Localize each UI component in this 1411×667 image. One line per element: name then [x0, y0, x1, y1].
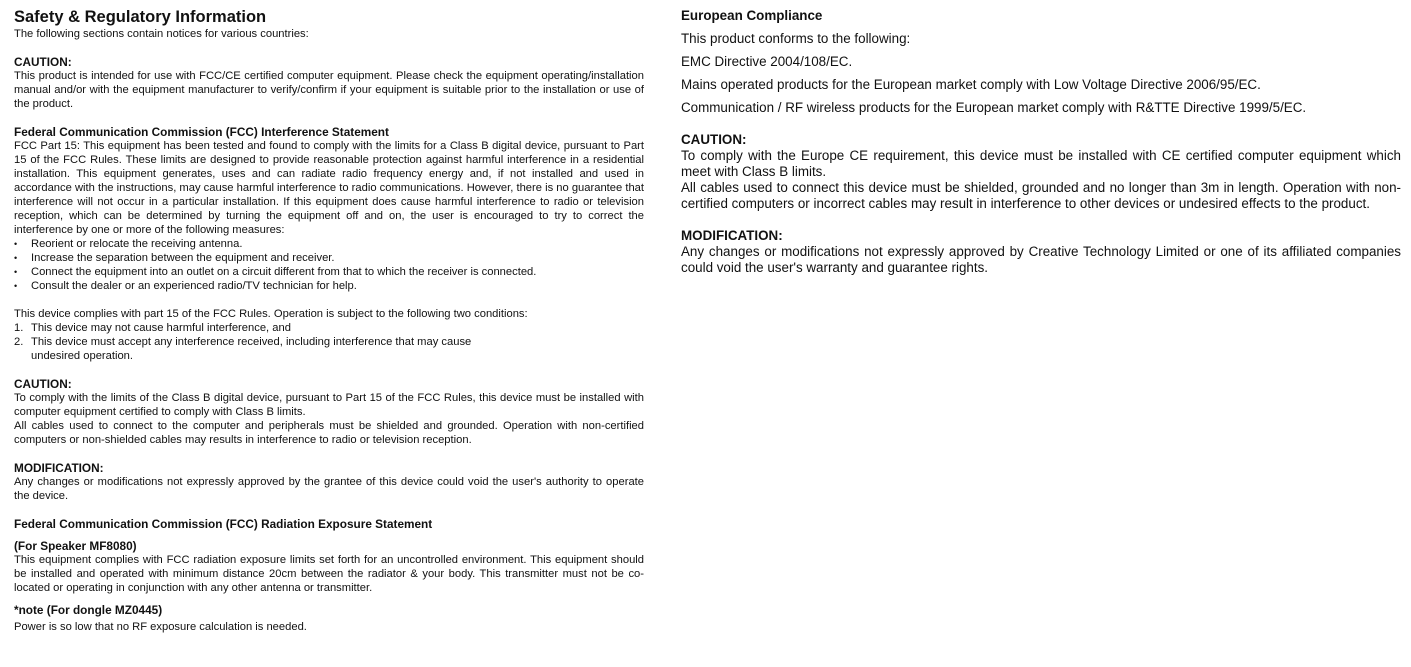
caution-text: To comply with the Europe CE requirement, this device must be installed with CE certified computer equipment which meet with Class B limits.: [681, 148, 1401, 179]
european-line: EMC Directive 2004/108/EC.: [681, 54, 853, 69]
modification-heading: MODIFICATION:: [14, 461, 104, 475]
radiation-note-text: Power is so low that no RF exposure calculation is needed.: [14, 621, 307, 633]
european-compliance-heading: European Compliance: [681, 8, 823, 23]
modification-text: Any changes or modifications not expressly approved by Creative Technology Limited or one of its affiliated companies could void the user's warranty and guarantee rights.: [681, 244, 1401, 275]
radiation-subheading: (For Speaker MF8080): [14, 539, 137, 553]
radiation-text: This equipment complies with FCC radiation exposure limits set forth for an uncontrolled environment. This equipment should be installed and operated with minimum distance 20cm between the radiator & your body. This transmitter must not be co-located or operating in conjunction with any other antenna or transmitter.: [14, 554, 644, 594]
page-title: Safety & Regulatory Information: [14, 8, 267, 26]
left-column: [14, 8, 644, 634]
intro-text: The following sections contain notices for various countries:: [14, 28, 309, 40]
list-number: 2.: [14, 336, 24, 348]
list-item: • Consult the dealer or an experienced radio/TV technician for help.: [14, 279, 644, 293]
fcc-conditions-intro: This device complies with part 15 of the FCC Rules. Operation is subject to the following two conditions:: [14, 308, 528, 320]
caution-text: All cables used to connect this device must be shielded, grounded and no longer than 3m in length. Operation with non-certified computers or incorrect cables may result in interference to other devices or undesired effects to the product.: [681, 180, 1401, 211]
radiation-note-heading: *note (For dongle MZ0445): [14, 603, 163, 617]
european-line: Mains operated products for the European market comply with Low Voltage Directive 2006/95/EC.: [681, 77, 1261, 92]
caution-text: All cables used to connect to the computer and peripherals must be shielded and grounded. Operation with non-certified computers or non-shielded cables may results in interference to radio or television reception.: [14, 420, 644, 446]
caution-heading: CAUTION:: [681, 132, 747, 147]
modification-heading: MODIFICATION:: [681, 228, 783, 243]
list-text: This device must accept any interference received, including interference that may cause: [31, 336, 472, 348]
fcc-interference-heading: Federal Communication Commission (FCC) Interference Statement: [14, 125, 389, 139]
european-line: This product conforms to the following:: [681, 31, 911, 46]
list-text: This device may not cause harmful interference, and: [31, 322, 291, 334]
list-number: 1.: [14, 322, 24, 334]
modification-text: Any changes or modifications not expressly approved by the grantee of this device could void the user's authority to operate the device.: [14, 476, 644, 502]
list-item: • Reorient or relocate the receiving antenna.: [14, 237, 644, 251]
list-item: [14, 335, 644, 349]
list-item: • Connect the equipment into an outlet on a circuit different from that to which the receiver is connected.: [14, 265, 644, 279]
caution-text: This product is intended for use with FCC/CE certified computer equipment. Please check the equipment operating/installation manual and/or with the equipment manufacturer to verify/confirm if your equipment is suitable prior to the installation or use of the product.: [14, 70, 644, 110]
european-line: Communication / RF wireless products for the European market comply with R&TTE Directive 1999/5/EC.: [681, 100, 1307, 115]
right-column: [681, 8, 1401, 276]
caution-heading: CAUTION:: [14, 55, 72, 69]
list-item: [14, 321, 644, 335]
fcc-radiation-heading: Federal Communication Commission (FCC) Radiation Exposure Statement: [14, 517, 433, 531]
list-item-continuation: undesired operation.: [31, 350, 134, 362]
list-item: • Increase the separation between the equipment and receiver.: [14, 251, 644, 265]
fcc-conditions-list: [14, 321, 644, 363]
caution-heading: CAUTION:: [14, 377, 72, 391]
fcc-measures-list: [14, 237, 644, 293]
caution-text: To comply with the limits of the Class B digital device, pursuant to Part 15 of the FCC Rules, this device must be installed with computer equipment certified to comply with Class B limits.: [14, 392, 644, 418]
fcc-interference-text: FCC Part 15: This equipment has been tested and found to comply with the limits for a Class B digital device, pursuant to Part 15 of the FCC Rules. These limits are designed to provide reasonable protection against harmful interference in a residential installation. This equipment generates, uses and can radiate radio frequency energy and, if not installed and used in accordance with the instructions, may cause harmful interference to radio communications. However, there is no guarantee that interference will not occur in a particular installation. If this equipment does cause harmful interference to radio or television reception, which can be determined by turning the equipment off and on, the user is encouraged to try to correct the interference by one or more of the following measures:: [14, 140, 644, 236]
